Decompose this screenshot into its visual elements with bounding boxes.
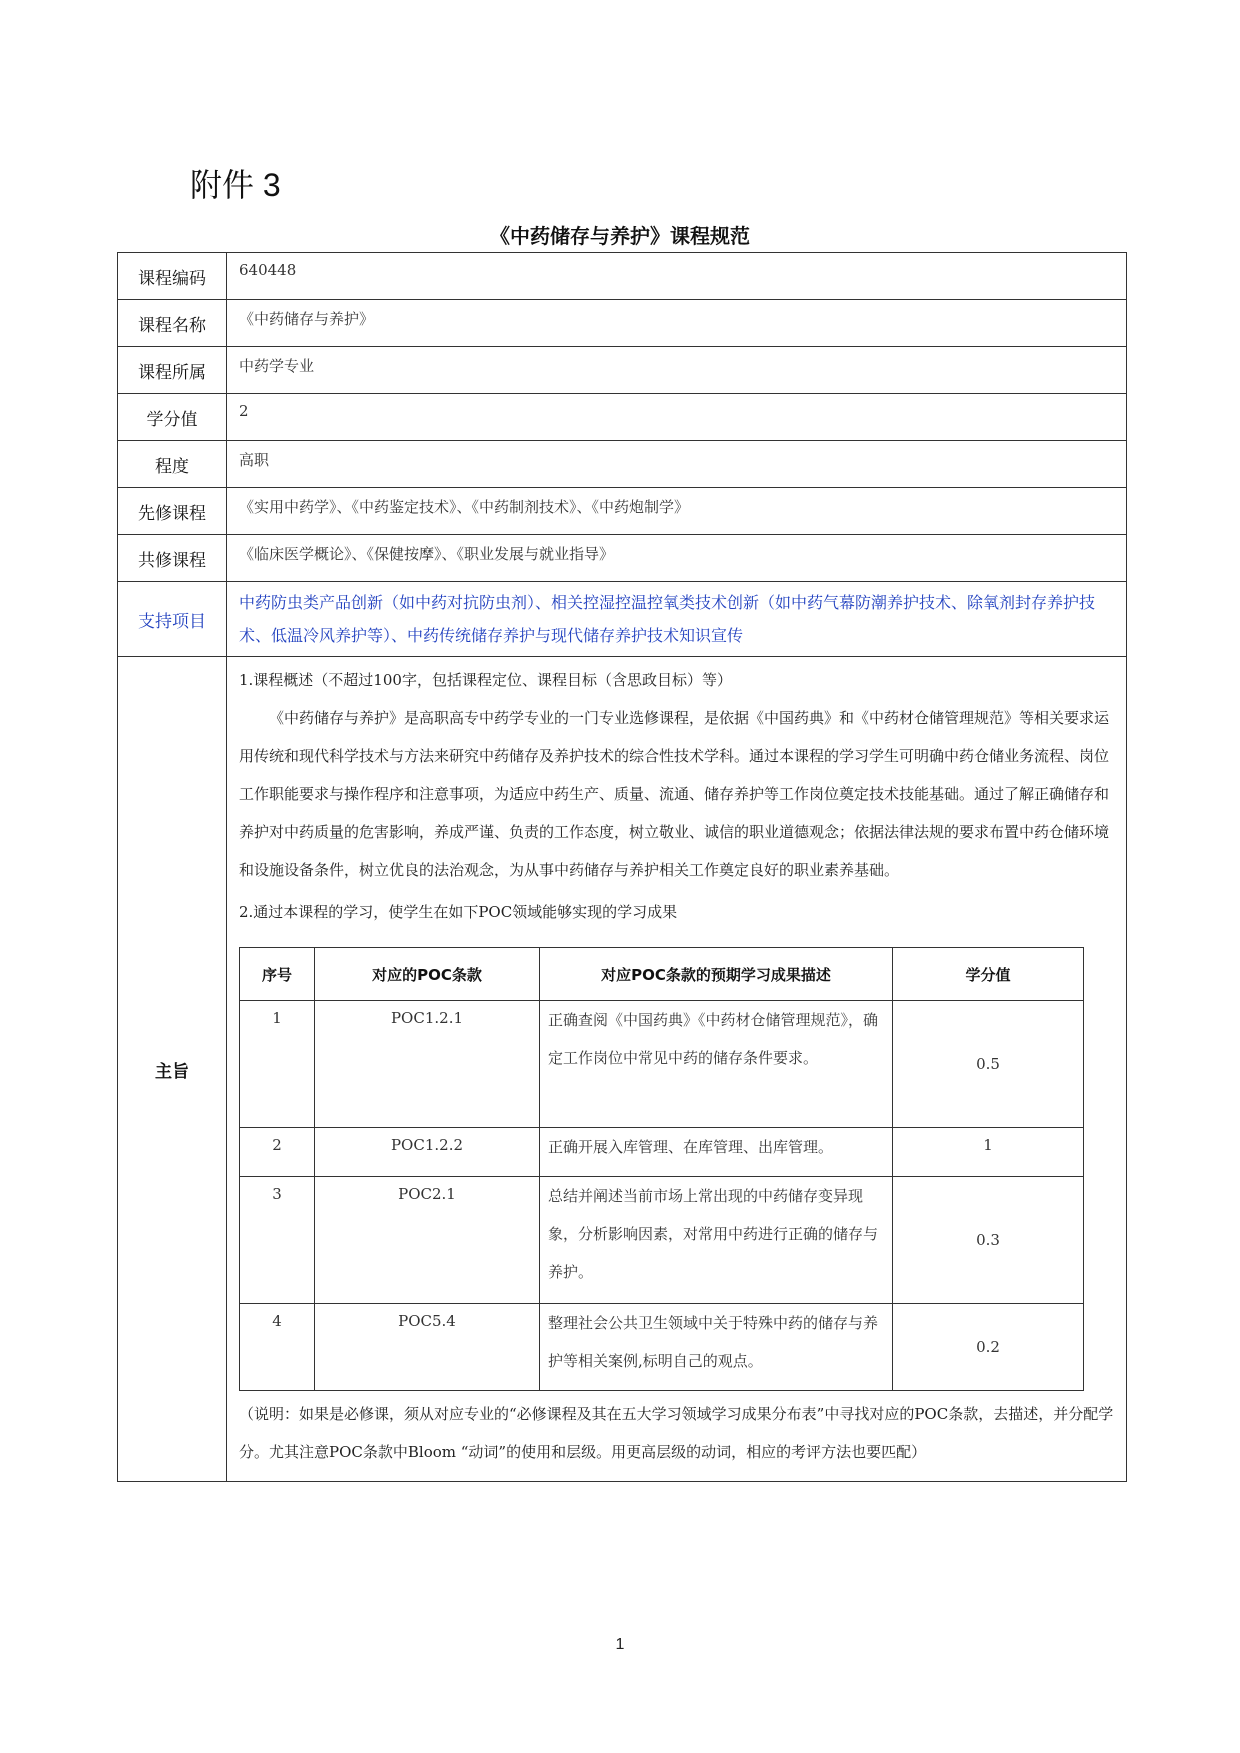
purpose-content — [227, 657, 1127, 1482]
value-prerequisites: 《实用中药学》、《中药鉴定技术》、《中药制剂技术》、《中药炮制学》 — [227, 488, 1127, 535]
value-course-belongs: 中药学专业 — [227, 347, 1127, 394]
label-level: 程度 — [118, 441, 227, 488]
course-spec-table — [117, 252, 1127, 1482]
row-course-name — [118, 300, 1127, 347]
poc-no: 1 — [240, 1001, 315, 1128]
page-number: 1 — [615, 1636, 625, 1653]
poc-row — [240, 1001, 1084, 1128]
value-level: 高职 — [227, 441, 1127, 488]
header-credit: 学分值 — [893, 948, 1084, 1001]
poc-no: 4 — [240, 1304, 315, 1391]
row-support-projects — [118, 582, 1127, 657]
value-support-projects: 中药防虫类产品创新（如中药对抗防虫剂）、相关控湿控温控氧类技术创新（如中药气幕防潮养护技术、除氧剂封存养护技术、低温冷风养护等）、中药传统储存养护与现代储存养护技术知识宣传 — [227, 582, 1127, 657]
label-course-name: 课程名称 — [118, 300, 227, 347]
row-course-code — [118, 253, 1127, 300]
poc-code: POC2.1 — [315, 1177, 540, 1304]
value-corequisites: 《临床医学概论》、《保健按摩》、《职业发展与就业指导》 — [227, 535, 1127, 582]
label-credits: 学分值 — [118, 394, 227, 441]
poc-credit: 0.3 — [893, 1177, 1084, 1304]
label-course-code: 课程编码 — [118, 253, 227, 300]
overview-text: 《中药储存与养护》是高职高专中药学专业的一门专业选修课程，是依据《中国药典》和《中药材仓储管理规范》等相关要求运用传统和现代科学技术与方法来研究中药储存及养护技术的综合性技术学科。通过本课程的学习学生可明确中药仓储业务流程、岗位工作职能要求与操作程序和注意事项，为适应中药生产、质量、流通、储存养护等工作岗位奠定技术技能基础。通过了解正确储存和养护对中药质量的危害影响，养成严谨、负责的工作态度，树立敬业、诚信的职业道德观念；依据法律法规的要求布置中药仓储环境和设施设备条件，树立优良的法治观念，为从事中药储存与养护相关工作奠定良好的职业素养基础。 — [239, 709, 1110, 879]
poc-row — [240, 1128, 1084, 1177]
value-credits: 2 — [227, 394, 1127, 441]
value-course-code: 640448 — [227, 253, 1127, 300]
overview-heading: 1.课程概述（不超过100字，包括课程定位、课程目标（含思政目标）等） — [239, 671, 732, 689]
header-no: 序号 — [240, 948, 315, 1001]
poc-desc: 整理社会公共卫生领域中关于特殊中药的储存与养护等相关案例,标明自己的观点。 — [540, 1304, 893, 1391]
outcomes-heading: 2.通过本课程的学习，使学生在如下POC领域能够实现的学习成果 — [239, 903, 678, 921]
label-corequisites: 共修课程 — [118, 535, 227, 582]
poc-no: 3 — [240, 1177, 315, 1304]
poc-header-row — [240, 948, 1084, 1001]
poc-desc: 正确开展入库管理、在库管理、出库管理。 — [540, 1128, 893, 1177]
poc-row — [240, 1177, 1084, 1304]
row-level — [118, 441, 1127, 488]
poc-desc: 总结并阐述当前市场上常出现的中药储存变异现象，分析影响因素，对常用中药进行正确的储存与养护。 — [540, 1177, 893, 1304]
row-credits — [118, 394, 1127, 441]
poc-code: POC5.4 — [315, 1304, 540, 1391]
poc-no: 2 — [240, 1128, 315, 1177]
row-prerequisites — [118, 488, 1127, 535]
label-purpose: 主旨 — [118, 657, 227, 1482]
header-desc: 对应POC条款的预期学习成果描述 — [540, 948, 893, 1001]
document-title: 《中药储存与养护》课程规范 — [490, 224, 750, 248]
poc-code: POC1.2.2 — [315, 1128, 540, 1177]
poc-credit: 1 — [893, 1128, 1084, 1177]
value-course-name: 《中药储存与养护》 — [227, 300, 1127, 347]
header-poc: 对应的POC条款 — [315, 948, 540, 1001]
poc-credit: 0.2 — [893, 1304, 1084, 1391]
label-prerequisites: 先修课程 — [118, 488, 227, 535]
note-text: （说明：如果是必修课，须从对应专业的“必修课程及其在五大学习领域学习成果分布表”中寻找对应的POC条款，去描述，并分配学分。尤其注意POC条款中Bloom “动词”的使用和层级。用更高层级的动词，相应的考评方法也要匹配） — [239, 1405, 1114, 1461]
attachment-label: 附件 3 — [190, 167, 281, 203]
poc-desc: 正确查阅《中国药典》《中药材仓储管理规范》，确定工作岗位中常见中药的储存条件要求。 — [540, 1001, 893, 1128]
poc-row — [240, 1304, 1084, 1391]
row-course-belongs — [118, 347, 1127, 394]
poc-table — [239, 947, 1084, 1391]
poc-credit: 0.5 — [893, 1001, 1084, 1128]
row-corequisites — [118, 535, 1127, 582]
row-purpose — [118, 657, 1127, 1482]
label-course-belongs: 课程所属 — [118, 347, 227, 394]
label-support-projects: 支持项目 — [118, 582, 227, 657]
poc-code: POC1.2.1 — [315, 1001, 540, 1128]
